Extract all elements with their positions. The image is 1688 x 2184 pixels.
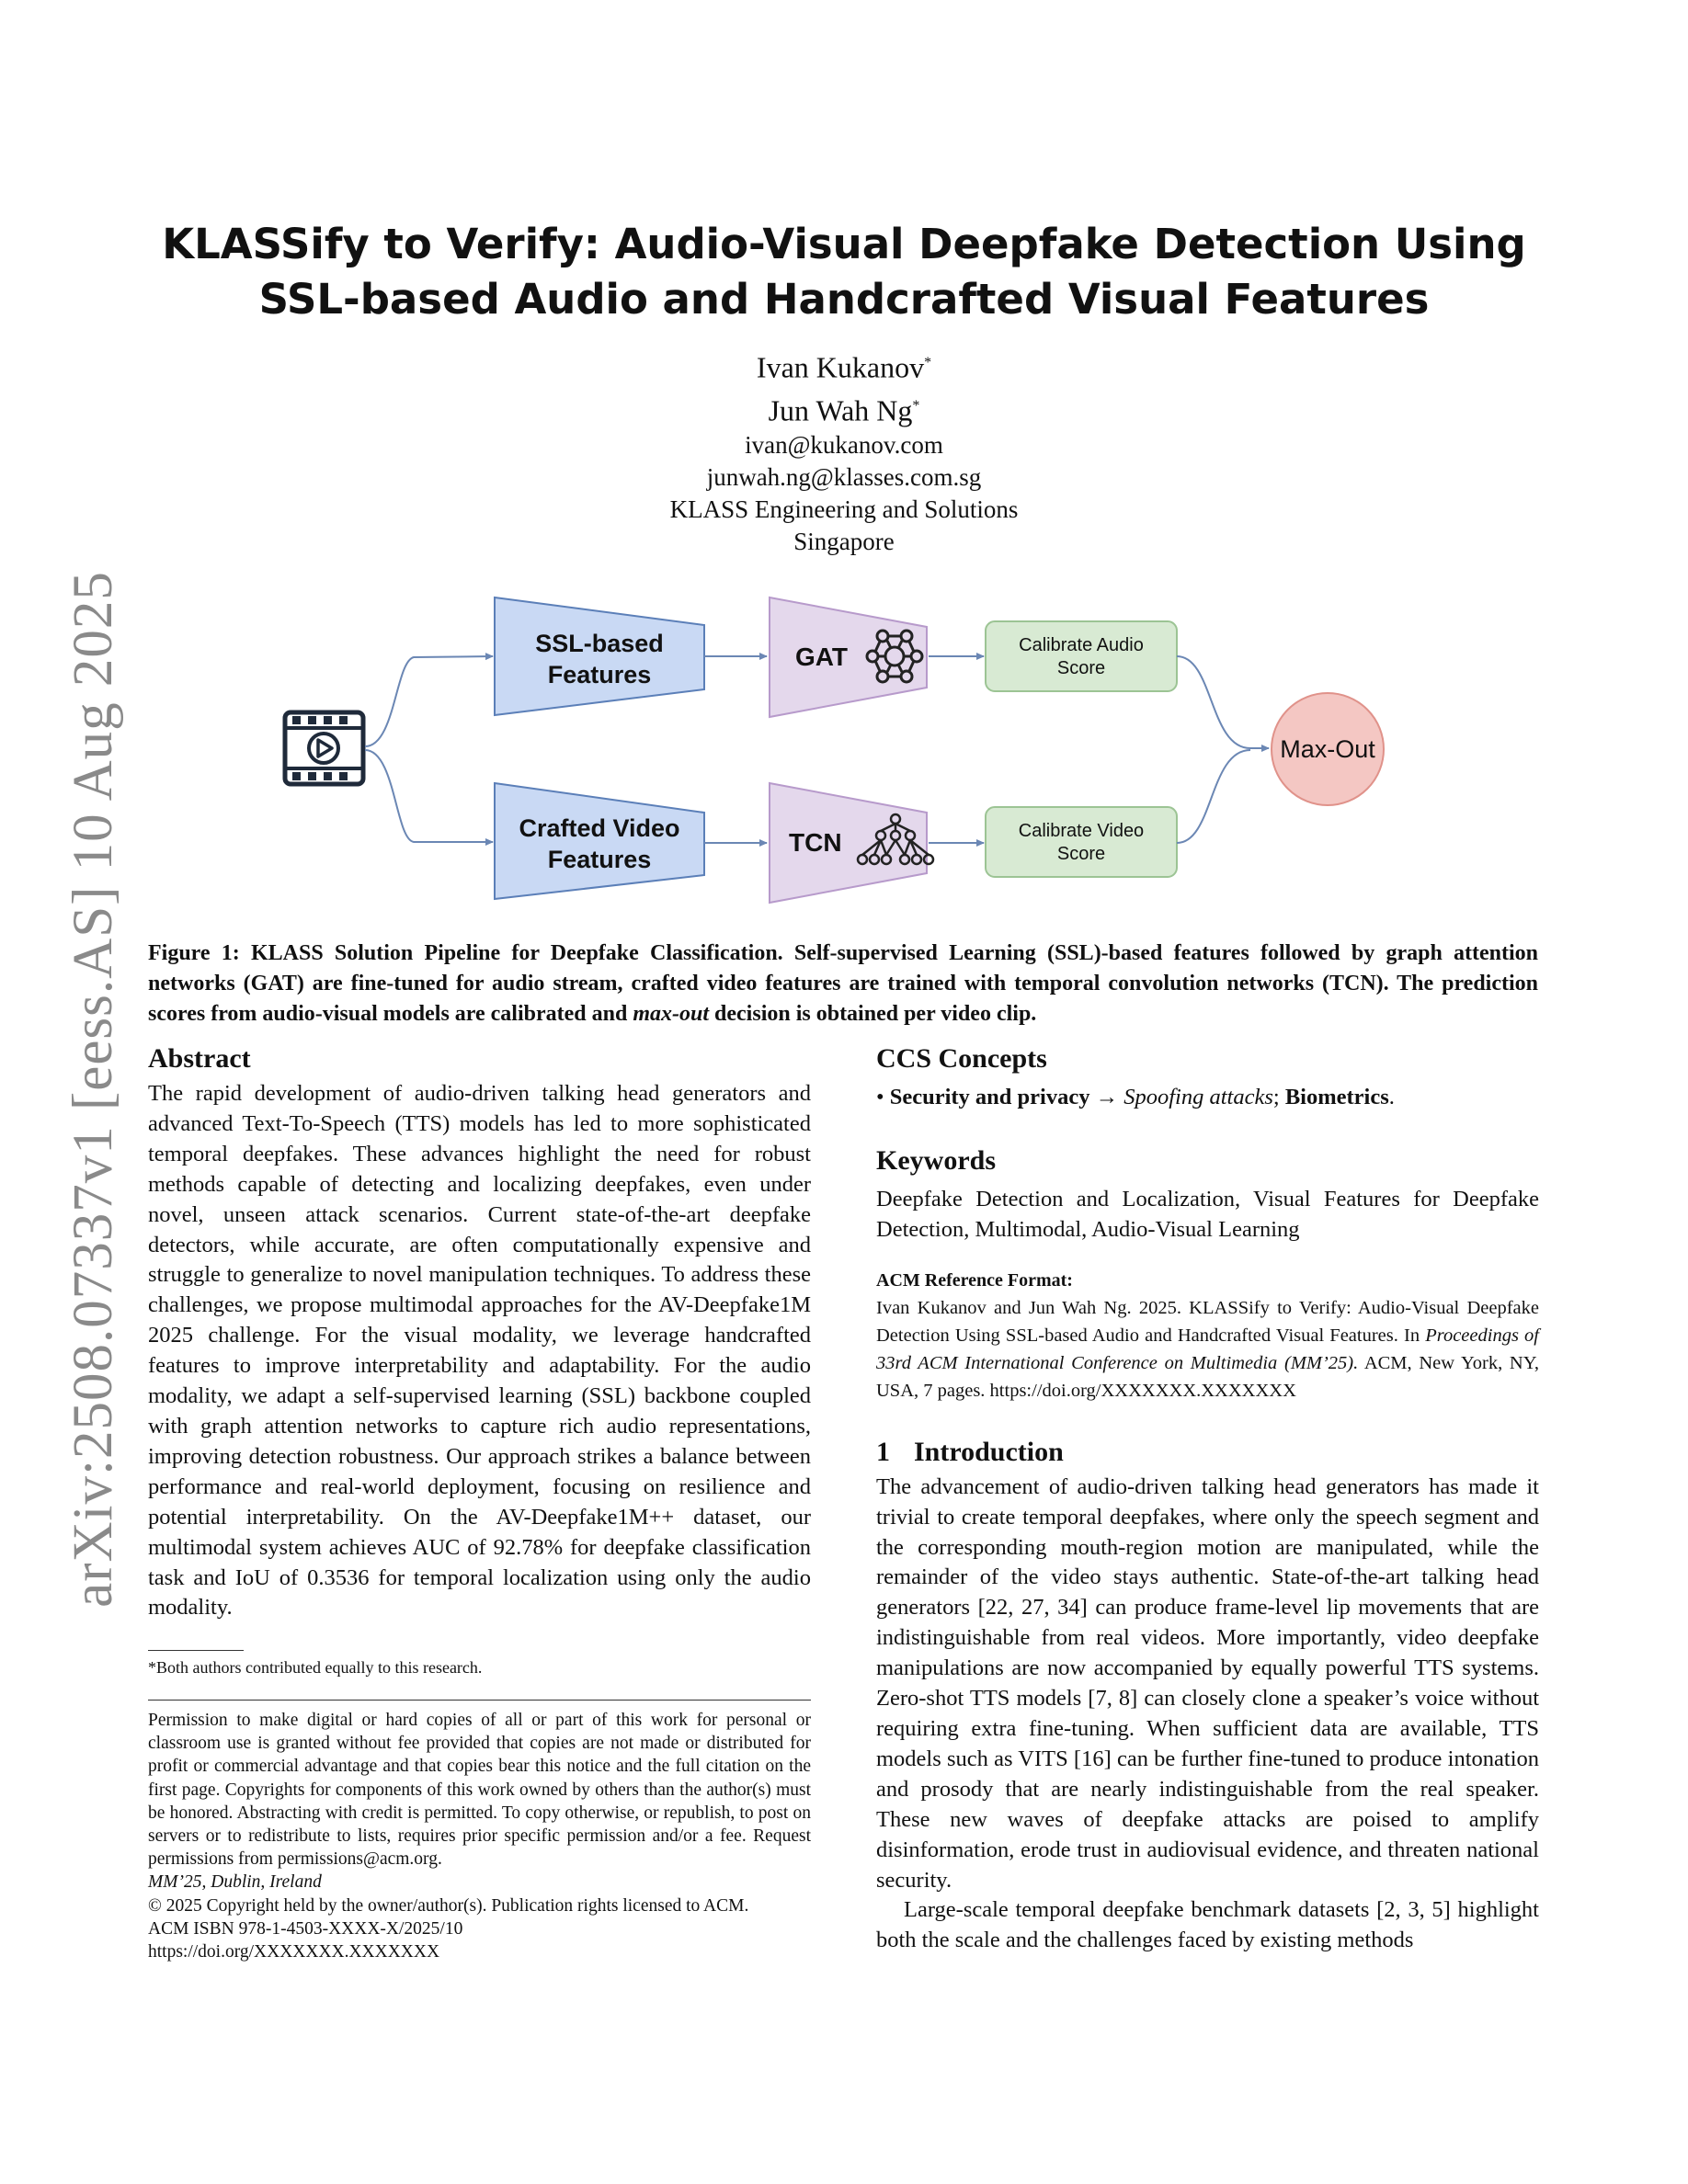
paper-title-line-2: SSL-based Audio and Handcrafted Visual Features xyxy=(258,275,1430,324)
author-1-mark: * xyxy=(924,355,932,370)
pipeline-figure xyxy=(267,579,1421,919)
author-1 xyxy=(120,344,1568,387)
acm-reference-proceedings: Proceedings of 33rd ACM International Conference on Multimedia (MM’25). xyxy=(876,1325,1539,1373)
left-column xyxy=(148,1041,811,1623)
figure-caption-text: Figure 1: KLASS Solution Pipeline for Deepfake Classification. Self-supervised Learning (SSL)-based features followed by graph attention networks (GAT) are fine-tuned for audio stream, crafted video features are trained with temporal convolution networks (TCN). The prediction scores from audio-visual models are calibrated and xyxy=(148,941,1538,1026)
ccs-security-privacy: Security and privacy xyxy=(889,1085,1090,1109)
paper-title xyxy=(120,217,1568,327)
author-email-2[interactable]: junwah.ng@klasses.com.sg xyxy=(706,463,982,492)
ssl-features-label-1: SSL-based xyxy=(535,630,664,657)
paper-title-line-1: KLASSify to Verify: Audio-Visual Deepfake Detection Using xyxy=(162,220,1526,268)
tcn-label: TCN xyxy=(789,828,842,857)
connector-video-to-crafted xyxy=(365,750,493,842)
arxiv-identifier-stamp: arXiv:2508.07337v1 [eess.AS] 10 Aug 2025 xyxy=(63,571,124,1608)
affiliation: KLASS Engineering and Solutions xyxy=(669,495,1019,524)
connector-audio-to-maxout xyxy=(1177,656,1269,748)
ccs-concepts-heading: CCS Concepts xyxy=(876,1043,1047,1074)
abstract-text: The rapid development of audio-driven talking head generators and advanced Text-To-Speech (TTS) models has led to more sophisticated temporal deepfakes. These advances highlight the need for robust methods capable of detecting and localizing deepfakes, even under novel, unseen attack scenarios. Current state-of-the-art deepfake detectors, while accurate, are often computationally expensive and struggle to generalize to novel manipulation techniques. To address these challenges, we propose multimodal approaches for the AV-Deepfake1M 2025 challenge. For the visual modality, we leverage handcrafted features to improve interpretability and adaptability. For the audio modality, we adapt a self-supervised learning (SSL) backbone coupled with graph attention networks to capture rich audio representations, improving detection robustness. Our approach strikes a balance between performance and real-world deployment, focusing on resilience and potential interpretability. On the AV-Deepfake1M++ dataset, our multimodal system achieves AUC of 92.78% for deepfake classification task and IoU of 0.3536 for temporal localization using only the audio modality. xyxy=(148,1081,811,1621)
ssl-features-label-2: Features xyxy=(547,661,652,688)
copyright-line: © 2025 Copyright held by the owner/author(s). Publication rights licensed to ACM. xyxy=(148,1895,749,1916)
gat-label: GAT xyxy=(795,643,849,671)
ccs-concepts-line xyxy=(876,1083,1539,1113)
isbn-line: ACM ISBN 978-1-4503-XXXX-X/2025/10 xyxy=(148,1918,463,1939)
acm-reference-part-2: ACM, New York, NY, USA, 7 pages. https://doi.org/XXXXXXX.XXXXXXX xyxy=(876,1352,1539,1401)
acm-reference-heading: ACM Reference Format: xyxy=(876,1269,1073,1291)
video-file-icon xyxy=(285,712,363,784)
keywords-heading: Keywords xyxy=(876,1144,996,1176)
figure-caption-tail: decision is obtained per video clip. xyxy=(709,1002,1037,1026)
acm-reference-text xyxy=(876,1294,1539,1405)
location: Singapore xyxy=(793,528,895,556)
right-column xyxy=(876,1041,1539,1956)
ccs-arrow: → xyxy=(1089,1085,1124,1109)
max-out-label: Max-Out xyxy=(1280,735,1375,763)
introduction-paragraph-2: Large-scale temporal deepfake benchmark datasets [2, 3, 5] highlight both the scale and the challenges faced by existing methods xyxy=(876,1897,1539,1953)
permission-rule xyxy=(148,1700,811,1701)
introduction-section-number: 1 xyxy=(876,1436,890,1467)
ccs-biometrics: Biometrics xyxy=(1284,1085,1389,1109)
author-2-name: Jun Wah Ng xyxy=(768,393,913,427)
acm-reference-part-1: Ivan Kukanov and Jun Wah Ng. 2025. KLASSify to Verify: Audio-Visual Deepfake Detection Using SSL-based Audio and Handcrafted Visual Features. In xyxy=(876,1297,1539,1346)
calibrate-audio-label-2: Score xyxy=(1056,658,1106,678)
calibrate-audio-block xyxy=(986,621,1177,691)
permission-text: Permission to make digital or hard copies of all or part of this work for personal or classroom use is granted without fee provided that copies are not made or distributed for profit or commercial advantage and that copies bear this notice and the full citation on the first page. Copyrights for components of this work owned by others than the author(s) must be honored. Abstracting with credit is permitted. To copy otherwise, or republish, to post on servers or to redistribute to lists, requires prior specific permission and/or a fee. Request permissions from permissions@acm.org. xyxy=(148,1711,811,1870)
calibrate-video-block xyxy=(986,807,1177,877)
abstract-heading: Abstract xyxy=(148,1043,251,1074)
ccs-bullet: • xyxy=(876,1085,884,1109)
footnote-rule xyxy=(148,1650,244,1651)
figure-caption-emphasis: max-out xyxy=(633,1002,710,1026)
calibrate-video-label-1: Calibrate Video xyxy=(1018,821,1145,841)
crafted-features-label-1: Crafted Video xyxy=(519,814,680,842)
introduction-heading xyxy=(876,1434,1539,1471)
ccs-period: . xyxy=(1388,1085,1395,1109)
calibrate-audio-label-1: Calibrate Audio xyxy=(1019,635,1144,655)
introduction-title: Introduction xyxy=(914,1436,1064,1467)
crafted-features-label-2: Features xyxy=(547,846,652,873)
author-email-1[interactable]: ivan@kukanov.com xyxy=(745,431,943,460)
figure-caption xyxy=(148,938,1538,1029)
introduction-paragraph-1: The advancement of audio-driven talking head generators has made it trivial to create temporal deepfakes, where only the speech segment and the corresponding mouth-region motion are manipulated, while the remainder of the video stays authentic. State-of-the-art talking head generators [22, 27, 34] can produce frame-level lip movements that are indistinguishable from real videos. More importantly, video deepfake manipulations are now accompanied by equally powerful TTS systems. Zero-shot TTS models [7, 8] can closely clone a speaker’s voice without requiring extra fine-tuning. When sufficient data are available, TTS models such as VITS [16] can be further fine-tuned to produce intonation and prosody that are nearly indistinguishable from the real speaker. These new waves of deepfake attacks are poised to amplify disinformation, erode trust in audiovisual evidence, and threaten national security. xyxy=(876,1473,1539,1893)
connector-video-to-maxout xyxy=(1177,750,1250,843)
ccs-separator: ; xyxy=(1272,1085,1285,1109)
equal-contribution-footnote: *Both authors contributed equally to this research. xyxy=(148,1658,483,1677)
author-2 xyxy=(120,387,1568,430)
conference-venue: MM’25, Dublin, Ireland xyxy=(148,1872,322,1893)
calibrate-video-label-2: Score xyxy=(1056,844,1106,864)
permission-notice xyxy=(148,1709,811,1963)
author-2-mark: * xyxy=(912,397,920,414)
keywords-text: Deepfake Detection and Localization, Visual Features for Deepfake Detection, Multimodal, Audio-Visual Learning xyxy=(876,1186,1539,1242)
ccs-spoofing-attacks: Spoofing attacks xyxy=(1123,1085,1273,1109)
connector-video-to-ssl xyxy=(365,656,493,746)
author-block xyxy=(120,344,1568,558)
author-1-name: Ivan Kukanov xyxy=(756,350,925,384)
doi-line[interactable]: https://doi.org/XXXXXXX.XXXXXXX xyxy=(148,1942,440,1962)
